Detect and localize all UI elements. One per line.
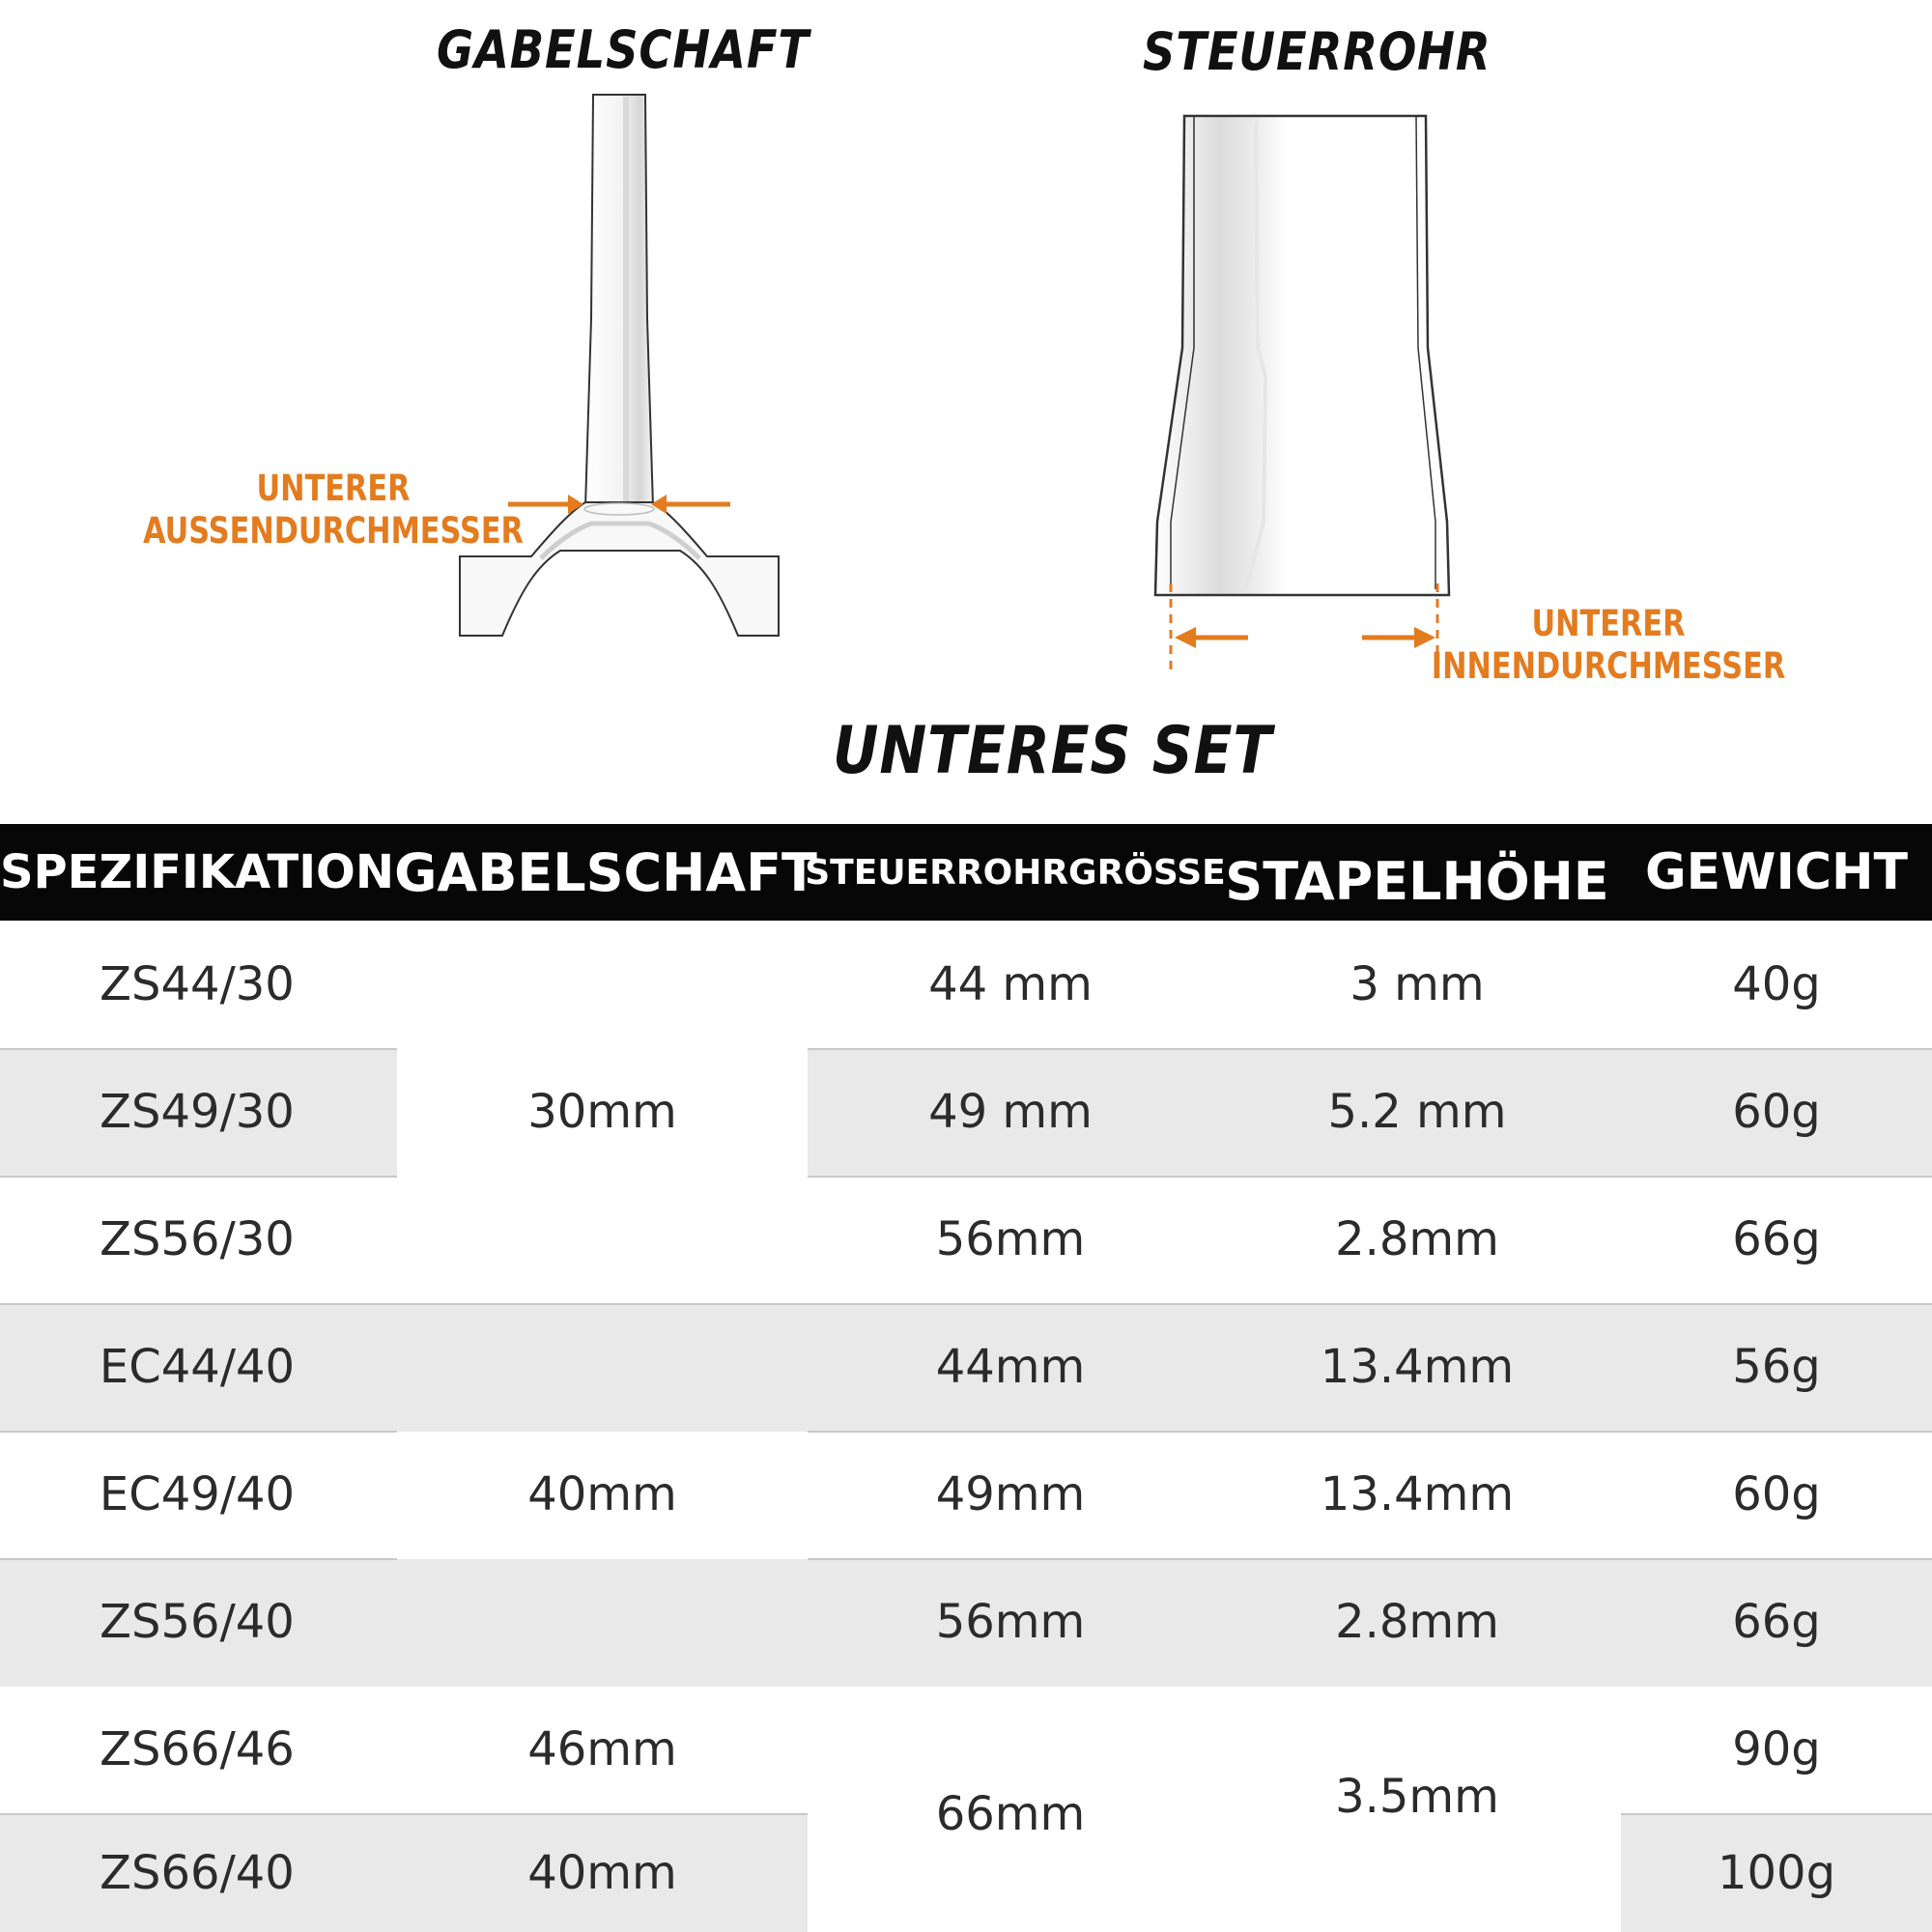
cell-spec: ZS44/30 [99,957,295,1011]
cell-spec: EC49/40 [99,1467,296,1521]
cell-steerer: 40mm [527,1845,677,1900]
cell-weight: 60g [1732,1085,1821,1139]
header-headtube: STEUERROHRGRÖSSE [805,852,1226,893]
cell-spec: ZS66/40 [99,1845,295,1900]
cell-spec: ZS56/40 [99,1595,295,1649]
inner-diameter-label: UNTERER INNENDURCHMESSER [1431,603,1786,687]
cell-steerer: 46mm [527,1722,677,1776]
cell-spec: ZS66/46 [99,1722,295,1776]
cell-headtube: 44mm [935,1340,1086,1394]
cell-headtube: 49mm [935,1467,1086,1521]
cell-weight: 100g [1717,1845,1836,1900]
cell-weight: 56g [1732,1340,1821,1394]
cell-headtube: 44 mm [928,957,1093,1011]
cell-headtube: 56mm [935,1212,1086,1266]
cell-weight: 90g [1732,1722,1821,1776]
cell-stack: 2.8mm [1335,1212,1499,1266]
fork-steerer-illustration [444,87,792,647]
cell-stack: 5.2 mm [1327,1085,1507,1139]
cell-weight: 66g [1732,1595,1821,1649]
cell-spec: ZS49/30 [99,1085,295,1139]
inner-diameter-arrows [1159,580,1449,676]
cell-headtube-merged: 66mm [935,1786,1086,1841]
fork-diagram-title: GABELSCHAFT [437,19,810,80]
cell-steerer-merged: 40mm [527,1467,677,1521]
cell-spec: EC44/40 [99,1340,296,1394]
headtube-diagram-title: STEUERROHR [1143,21,1492,82]
header-weight: GEWICHT [1644,843,1909,901]
cell-weight: 60g [1732,1467,1821,1521]
cell-steerer-merged: 30mm [527,1085,677,1139]
cell-headtube: 49 mm [928,1085,1093,1139]
cell-stack: 2.8mm [1335,1595,1499,1649]
section-title: UNTERES SET [833,713,1273,789]
cell-weight: 66g [1732,1212,1821,1266]
cell-stack: 13.4mm [1320,1340,1515,1394]
header-stack: STAPELHÖHE [1225,850,1609,912]
cell-stack: 3 mm [1350,957,1485,1011]
cell-stack-merged: 3.5mm [1335,1770,1499,1824]
cell-stack: 13.4mm [1320,1467,1515,1521]
cell-weight: 40g [1732,957,1821,1011]
header-spec: SPEZIFIKATION [0,845,395,899]
header-steerer: GABELSCHAFT [394,841,817,903]
outer-diameter-arrows [502,483,734,531]
spec-table [0,824,1932,1932]
cell-spec: ZS56/30 [99,1212,295,1266]
table-header [0,824,1932,921]
outer-diameter-label: UNTERER AUSSENDURCHMESSER [143,468,524,552]
cell-headtube: 56mm [935,1595,1086,1649]
